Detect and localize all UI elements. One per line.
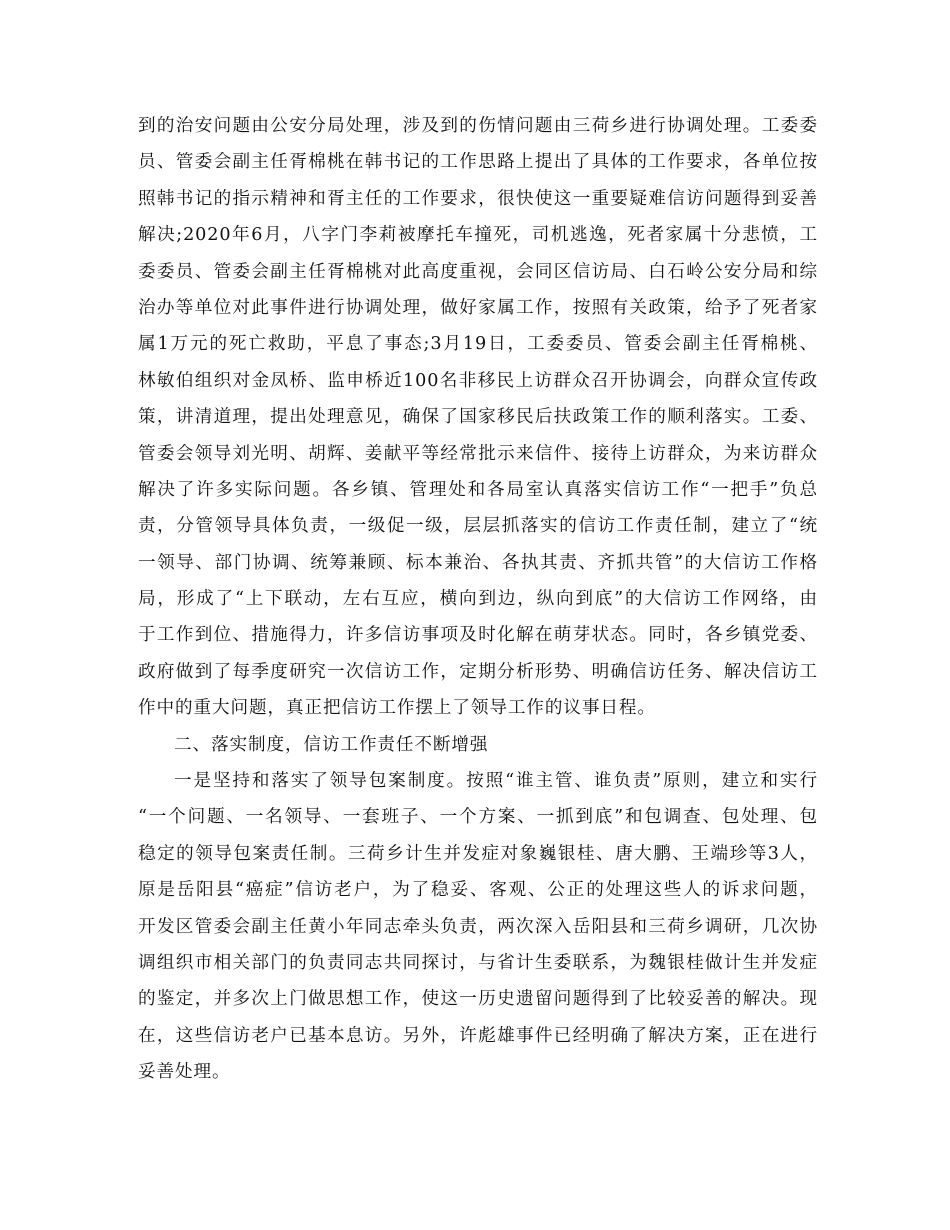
- text-line: 解决了许多实际问题。各乡镇、管理处和各局室认真落实信访工作“一把手”负总: [138, 479, 818, 500]
- text-line: 属1万元的死亡救助，平息了事态;3月19日，工委委员、管委会副主任胥棉桃、: [138, 334, 818, 355]
- text-line: 的鉴定，并多次上门做思想工作，使这一历史遗留问题得到了比较妥善的解决。现: [138, 989, 818, 1010]
- document-body: [138, 108, 818, 1091]
- text-line: 在，这些信访老户已基本息访。另外，许彪雄事件已经明确了解决方案，正在进行: [138, 1025, 818, 1046]
- text-line: 到的治安问题由公安分局处理，涉及到的伤情问题由三荷乡进行协调处理。工委委: [138, 116, 818, 136]
- text-line: 政府做到了每季度研究一次信访工作，定期分析形势、明确信访任务、解决信访工: [138, 661, 818, 682]
- text-line: 治办等单位对此事件进行协调处理，做好家属工作，按照有关政策，给予了死者家: [138, 297, 818, 318]
- text-line: 委委员、管委会副主任胥棉桃对此高度重视，会同区信访局、白石岭公安分局和综: [138, 261, 818, 282]
- text-line: 照韩书记的指示精神和胥主任的工作要求，很快使这一重要疑难信访问题得到妥善: [138, 188, 818, 209]
- section-heading: 二、落实制度，信访工作责任不断增强: [174, 734, 489, 755]
- text-line: 一领导、部门协调、统筹兼顾、标本兼治、各执其责、齐抓共管”的大信访工作格: [138, 552, 818, 573]
- text-line: 妥善处理。: [138, 1062, 231, 1083]
- text-line: 原是岳阳县“癌症”信访老户，为了稳妥、客观、公正的处理这些人的诉求问题，: [138, 880, 818, 901]
- text-line: 林敏伯组织对金凤桥、监申桥近100名非移民上访群众召开协调会，向群众宣传政: [138, 370, 818, 391]
- text-line: 责，分管领导具体负责，一级促一级，层层抓落实的信访工作责任制，建立了“统: [138, 516, 818, 537]
- text-line: 管委会领导刘光明、胡辉、姜献平等经常批示来信件、接待上访群众，为来访群众: [138, 443, 818, 464]
- text-line: 局，形成了“上下联动，左右互应，横向到边，纵向到底”的大信访工作网络，由: [138, 589, 818, 610]
- text-line: 员、管委会副主任胥棉桃在韩书记的工作思路上提出了具体的工作要求，各单位按: [138, 152, 818, 173]
- text-line: 稳定的领导包案责任制。三荷乡计生并发症对象巍银桂、唐大鹏、王端珍等3人，: [138, 843, 818, 864]
- text-line: 解决;2020年6月，八字门李莉被摩托车撞死，司机逃逸，死者家属十分悲愤，工: [138, 225, 818, 246]
- text-line: “一个问题、一名领导、一套班子、一个方案、一抓到底”和包调查、包处理、包: [138, 807, 818, 828]
- text-line: 策，讲清道理，提出处理意见，确保了国家移民后扶政策工作的顺利落实。工委、: [138, 407, 818, 428]
- text-line: 一是坚持和落实了领导包案制度。按照“谁主管、谁负责”原则，建立和实行: [174, 771, 818, 792]
- text-line: 作中的重大问题，真正把信访工作摆上了领导工作的议事日程。: [138, 698, 656, 719]
- text-line: 开发区管委会副主任黄小年同志牵头负责，两次深入岳阳县和三荷乡调研，几次协: [138, 916, 818, 937]
- text-line: 调组织市相关部门的负责同志共同探讨，与省计生委联系，为魏银桂做计生并发症: [138, 952, 818, 973]
- text-line: 于工作到位、措施得力，许多信访事项及时化解在萌芽状态。同时，各乡镇党委、: [138, 625, 818, 646]
